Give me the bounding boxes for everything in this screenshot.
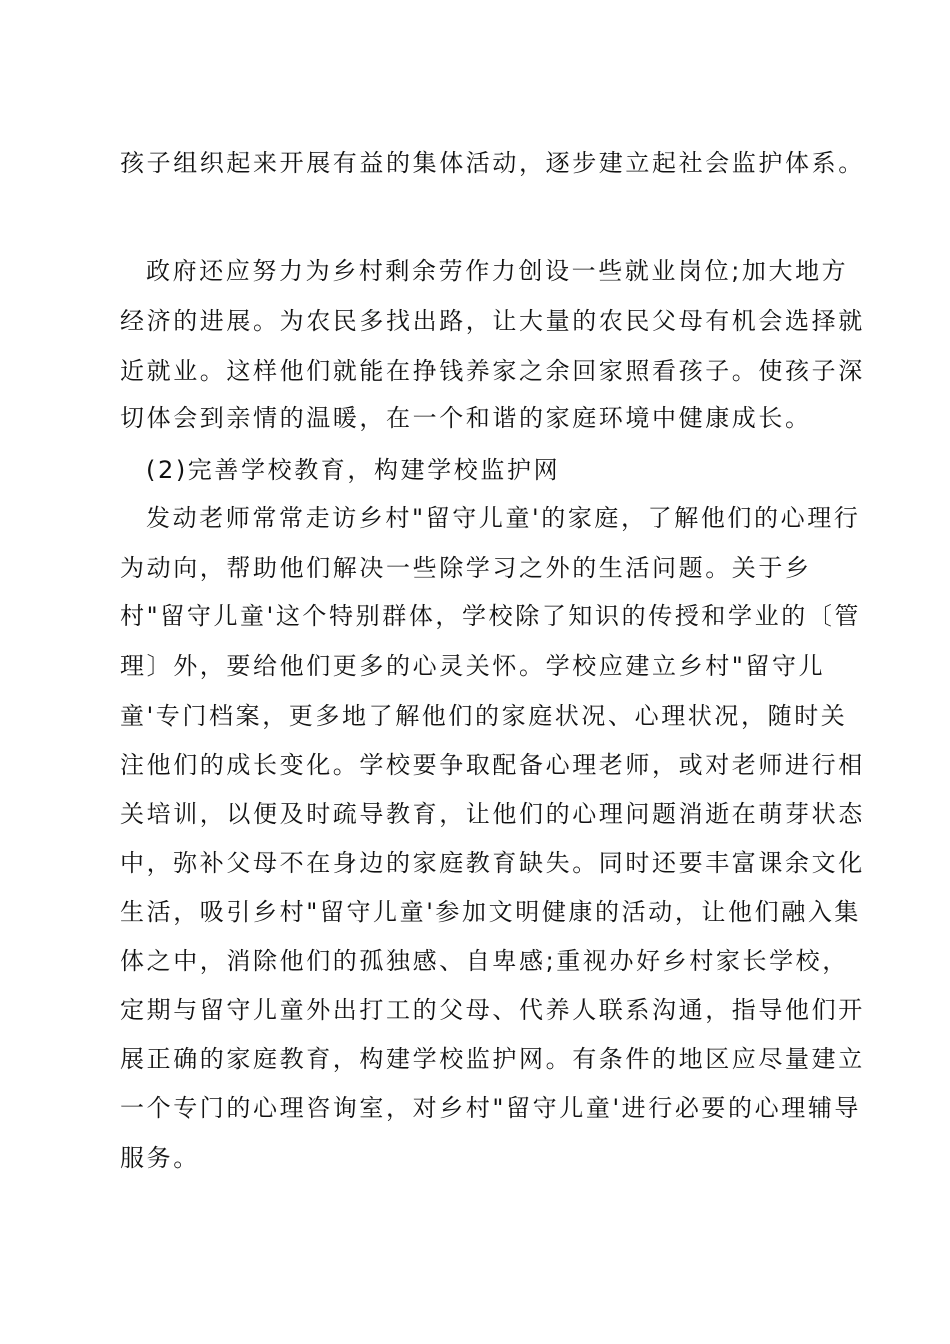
section-heading: (2)完善学校教育，构建学校监护网 bbox=[146, 456, 561, 484]
paragraph-3-line-9: 生活，吸引乡村"留守儿童'参加文明健康的活动，让他们融入集 bbox=[120, 898, 862, 926]
paragraph-3-line-14: 服务。 bbox=[120, 1144, 200, 1172]
paragraph-3-line-11: 定期与留守儿童外出打工的父母、代养人联系沟通，指导他们开 bbox=[120, 996, 865, 1024]
paragraph-3-line-12: 展正确的家庭教育，构建学校监护网。有条件的地区应尽量建立 bbox=[120, 1045, 865, 1073]
paragraph-3-line-2: 为动向，帮助他们解决一些除学习之外的生活问题。关于乡 bbox=[120, 554, 812, 582]
paragraph-3-line-5: 童'专门档案，更多地了解他们的家庭状况、心理状况，随时关 bbox=[120, 702, 848, 730]
paragraph-3-line-7: 关培训，以便及时疏导教育，让他们的心理问题消逝在萌芽状态 bbox=[120, 800, 865, 828]
paragraph-3-line-4: 理〕外，要给他们更多的心灵关怀。学校应建立乡村"留守儿 bbox=[120, 652, 826, 680]
paragraph-1-line-1: 孩子组织起来开展有益的集体活动，逐步建立起社会监护体系。 bbox=[120, 149, 865, 177]
paragraph-3-line-1: 发动老师常常走访乡村"留守儿童'的家庭，了解他们的心理行 bbox=[146, 504, 861, 532]
paragraph-3-line-13: 一个专门的心理咨询室，对乡村"留守儿童'进行必要的心理辅导 bbox=[120, 1094, 862, 1122]
paragraph-3-line-10: 体之中，消除他们的孤独感、自卑感;重视办好乡村家长学校， bbox=[120, 947, 849, 975]
paragraph-3-line-6: 注他们的成长变化。学校要争取配备心理老师，或对老师进行相 bbox=[120, 751, 865, 779]
paragraph-3-line-8: 中，弥补父母不在身边的家庭教育缺失。同时还要丰富课余文化 bbox=[120, 849, 865, 877]
paragraph-2-line-4: 切体会到亲情的温暖，在一个和谐的家庭环境中健康成长。 bbox=[120, 404, 812, 432]
paragraph-2-line-1: 政府还应努力为乡村剩余劳作力创设一些就业岗位;加大地方 bbox=[146, 257, 849, 285]
paragraph-2-line-3: 近就业。这样他们就能在挣钱养家之余回家照看孩子。使孩子深 bbox=[120, 357, 865, 385]
paragraph-2-line-2: 经济的进展。为农民多找出路，让大量的农民父母有机会选择就 bbox=[120, 307, 865, 335]
paragraph-3-line-3: 村"留守儿童'这个特别群体，学校除了知识的传授和学业的〔管 bbox=[120, 602, 862, 630]
